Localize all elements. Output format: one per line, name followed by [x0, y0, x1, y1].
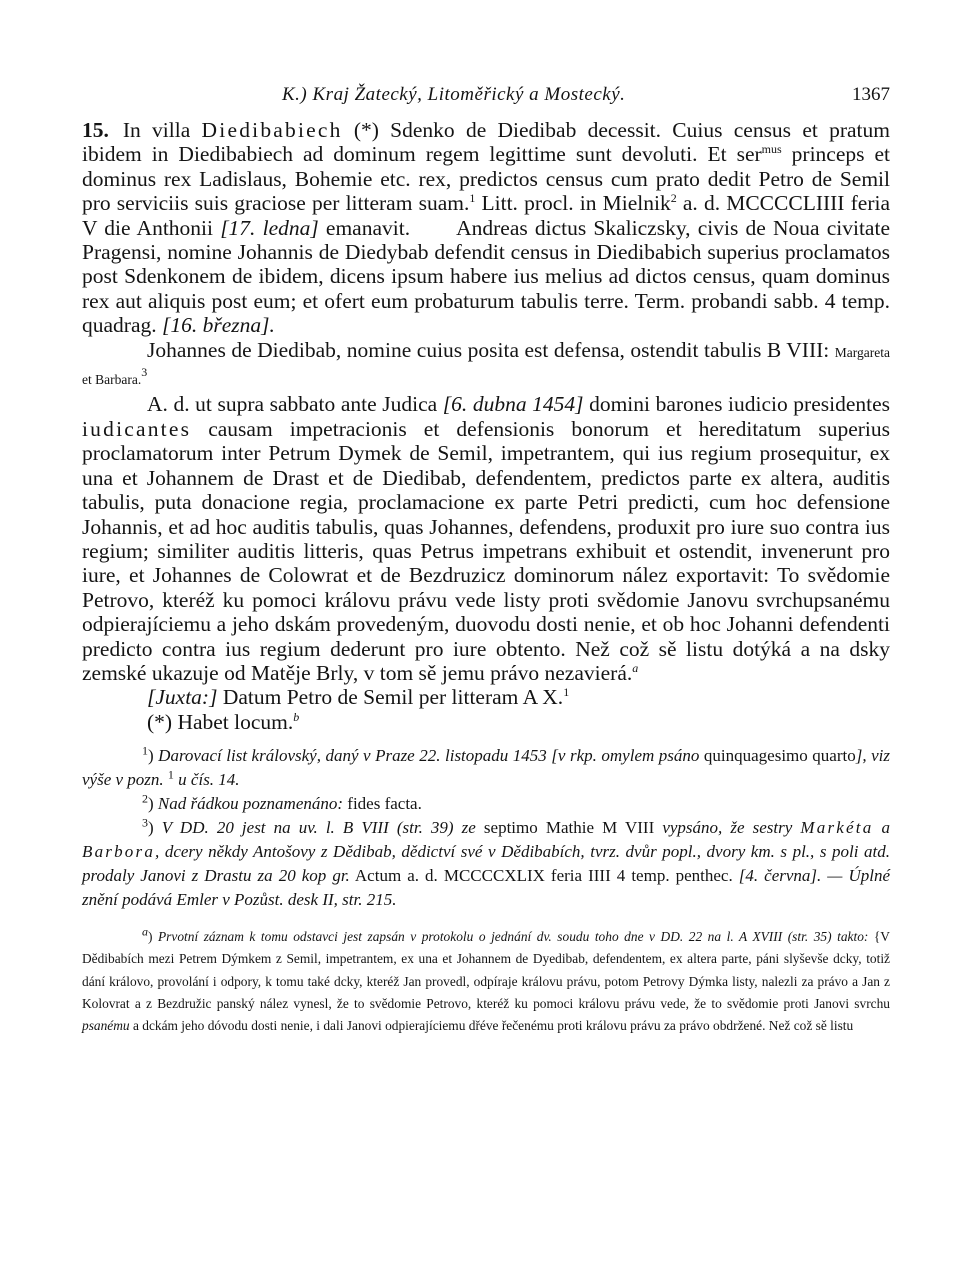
text-span: [4. června]. — Úplné znění podává Emler v Pozůst. desk II, str. 215.: [82, 866, 890, 910]
superscript: 1: [167, 767, 174, 782]
text-span: Nad řádkou poznamenáno:: [157, 794, 344, 814]
note-ref: a: [632, 660, 639, 675]
text-span: a dckám jeho dóvodu dosti nenie, i dali Janovi odpierajíciemu dřéve řečenému proti královu právu za právo obdržené. Než což sě listu: [129, 1017, 854, 1033]
apparatus-note-a: $^a$) Prvotní záznam k tomu odstavci jest zapsán v protokolu o jednání dv. soudu toho dne v DD. 22 na l. A XVIII (str. 35) takto: {V Dědibabích mezi Petrem Dýmkem z Semil, impetrantem, ex una et Johannem de Dyedibab, defendentem, ex altera parte, páni slyševše dcky, totiž dání královo, provolání i odpory, k tomu také dcky, kteréž Jan provedl, odpíraje královu právu, potom Petrovy Dýmka listy, nalezli za právo a Jan z Kolovrat a z Bezdružic panský nález vynesl, že to svědomie Petrovo, kteréž ku pomoci královu právu vede, že to svědomie proti Janovi svrchu psanému a dckám jeho dóvodu dosti nenie, i dali Janovi odpierajíciemu dřéve řečenému proti královu právu za právo obdržené. Než což sě listu: [82, 924, 890, 1033]
footnotes: [82, 744, 890, 912]
text-span: quinquagesimo quarto: [699, 746, 856, 766]
note-ref: b: [293, 709, 300, 724]
text-span: ], viz výše v pozn.: [82, 746, 890, 790]
text-span: A. d. ut supra sabbato ante Judica: [147, 392, 443, 417]
text-span: , dcery někdy Antošovy z Dědibab, dědictví své v Dědibabích, tvrz. dvůr popl., dvory km. s pl., s poli atd. prodaly Janovi z Drastu za 20 kop gr.: [82, 842, 890, 886]
text-span: Andreas dictus Skaliczsky, civis de Noua civitate Pragensi, nomine Johannis de Diedybab defendit census in Diedibabich superius proclamatos post Sdenkonem de ibidem, dicens ipsum habere ius melius ad dictos census, quam dominus rex aut aliquis post eum; et ofert eum probaturum tabulis terre. Term. probandi sabb. 4 temp. quadrag.: [82, 215, 890, 338]
footnote-mark: 2: [142, 791, 148, 806]
footnote-2: $^2$) Nad řádkou poznamenáno: fides facta.: [142, 791, 422, 814]
footnote-mark: 3: [142, 815, 148, 830]
text-span: septimo Mathie M VIII: [475, 818, 663, 838]
text-span: Litt. procl. in Mielnik: [475, 191, 671, 216]
text-span: u čís. 14.: [173, 770, 240, 790]
spaced-name: Barbora: [82, 842, 156, 862]
footnote-ref: 2: [670, 191, 677, 206]
date-bracket: [17. ledna]: [220, 215, 319, 240]
text-span: (*) Sdenko de Diedibab decessit. Cuius census et pratum ibidem in Diedibabiech ad dominum regem legittime sunt devoluti. Et ser: [82, 118, 891, 167]
text-span: Johannes de Diedibab, nomine cuius posita est defensa, ostendit tabulis B VIII:: [147, 337, 835, 362]
footnote-3: $^3$) V DD. 20 jest na uv. l. B VIII (str. 39) ze septimo Mathie M VIII vypsáno, že sestry Markéta a Barbora, dcery někdy Antošovy z Dědibab, dědictví své v Dědibabích, tvrz. dvůr popl., dvory km. s pl., s poli atd. prodaly Janovi z Drastu za 20 kop gr. Actum a. d. MCCCCXLIX feria IIII 4 temp. penthec. [4. června]. — Úplné znění podává Emler v Pozůst. desk II, str. 215.: [82, 815, 890, 910]
text-span: V DD. 20 jest na uv. l. B VIII (str. 39) ze: [161, 818, 476, 838]
entry-paragraph-1: [82, 118, 890, 338]
text-span: (*) Habet locum.: [147, 709, 294, 734]
text-span: Actum a. d. MCCCCXLIX feria IIII 4 temp. penthec.: [349, 866, 739, 886]
text-span: a: [873, 818, 890, 838]
entry-paragraph-5: [82, 710, 890, 734]
juxta-label: [Juxta:]: [147, 685, 218, 710]
spaced-word: iudicantes: [82, 416, 192, 441]
text-span: Darovací list královský, daný v Praze 22. listopadu 1453 [v rkp. omylem psáno: [158, 746, 700, 766]
text-span: princeps et dominus rex Ladislaus, Bohemie etc. rex, predictos census cum prato dedit Petro de Semil pro serviciis suis graciose per litteram suam.: [82, 142, 890, 216]
text-apparatus: [82, 926, 890, 1037]
small-caps-names: Margareta et Barbara.: [82, 344, 890, 388]
entry-number: 15.: [82, 118, 109, 142]
entry-paragraph-4: [82, 685, 890, 709]
book-page: [82, 84, 890, 1037]
page-header: [82, 84, 890, 114]
spaced-name: Markéta: [800, 818, 874, 838]
date-bracket: [16. března].: [162, 313, 275, 338]
superscript: mus: [761, 142, 782, 157]
text-span: Prvotní záznam k tomu odstavci jest zapsán v protokolu o jednání dv. soudu toho dne v DD. 22 na l. A XVIII (str. 35) takto:: [158, 929, 869, 945]
entry-paragraph-2: [82, 338, 890, 393]
place-name-spaced: Diedibabiech: [201, 118, 343, 142]
text-span: {V Dědibabích mezi Petrem Dýmkem z Semil, impetrantem, ex una et Johannem de Dyedibab, defendentem, ex altera parte, páni slyševše dcky, totiž dání královo, provolání i odpory, k tomu také dcky, kteréž Jan provedl, odpíraje královu právu, potom Petrovy Dýmka listy, nalezli za právo a Jan z Kolovrat a z Bezdružic panský nález vynesl, že to svědomie Petrovo, kteréž ku pomoci královu právu vede, že to svědomie proti Janovi svrchu: [82, 929, 890, 1011]
date-bracket: [6. dubna 1454]: [442, 392, 584, 417]
text-span: vypsáno, že sestry: [662, 818, 801, 838]
text-span: causam impetracionis et defensionis bonorum et hereditatum superius proclamatorum inter Petrum Dymek de Semil, impetrantem, qui ius regium prosequitur, ex una et Johannem de Drast et de Diedibab, defendentem, predictos parte ex altera, auditis tabulis, puta donacione regia, proclamacione ex parte Petri predicti, cum hoc defensione Johannis, et ad hoc auditis tabulis, quas Johannes, defendens, produxit pro iure suo contra ius regium; similiter auditis litteris, quas Petrus impetrans exhibuit et ostendit, invenerunt pro iure, et Johannes de Colowrat et de Bezdruzicz dominorum nález exportavit: To svědomie Petrovo, kteréž ku pomoci královu právu vede listy proti svědomie Janovu svrchupsanému odpierajíciemu a jeho dskám provedeným, duovodu dosti nenie, et ob hoc Johanni defendenti predicto contra ius regium dederunt pro iure obtento. Než což sě listu dotýká a na dsky zemské ukazuje od Matěje Brly, v tom sě jemu právo nezavierá.: [82, 416, 890, 685]
footnote-ref: 3: [141, 364, 148, 379]
running-head: K.) Kraj Žatecký, Litoměřický a Mostecký.: [282, 84, 626, 105]
text-span: domini barones iudicio presidentes: [583, 392, 891, 417]
text-span: psanému: [82, 1017, 130, 1033]
text-span: fides facta.: [343, 794, 422, 814]
main-text: [82, 118, 890, 734]
entry-paragraph-3: [82, 392, 890, 685]
text-span: a. d. MCCCCLIIII feria V die Anthonii: [82, 191, 890, 240]
footnote-mark: 1: [142, 743, 148, 758]
text-span: Datum Petro de Semil per litteram A X.: [217, 685, 564, 710]
text-span: emanavit.: [318, 215, 411, 240]
page-number: 1367: [852, 84, 890, 105]
footnote-1: $^1$) Darovací list královský, daný v Praze 22. listopadu 1453 [v rkp. omylem psáno quinquagesimo quarto], viz výše v pozn. $^1$ u čís. 14.: [82, 743, 890, 790]
note-mark: a: [142, 924, 148, 939]
footnote-ref: 1: [563, 685, 570, 700]
footnote-ref: 1: [469, 191, 476, 206]
text-span: In villa: [122, 118, 202, 142]
